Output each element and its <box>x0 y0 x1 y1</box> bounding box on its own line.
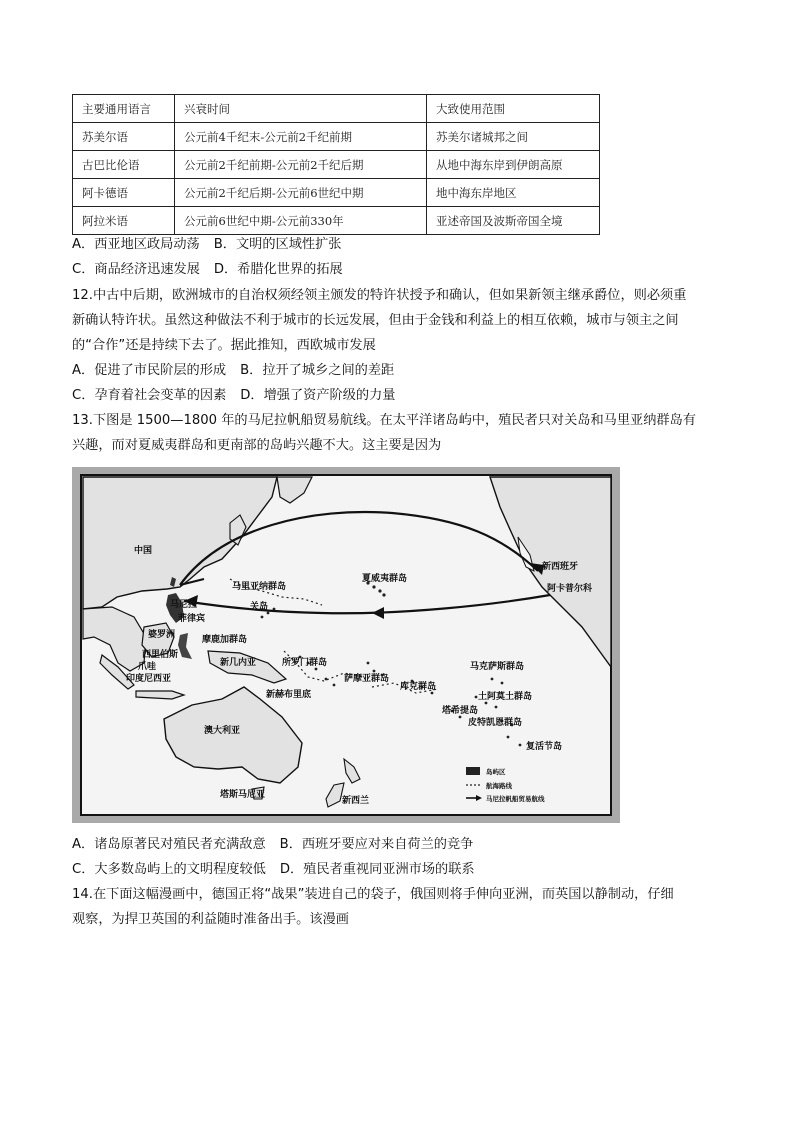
q11-option-d[interactable]: D．希腊化世界的拓展 <box>213 262 343 277</box>
map-label-philippines: 菲律宾 <box>178 614 206 624</box>
q12-option-c[interactable]: C．孕育着社会变革的因素 <box>72 388 227 403</box>
map-label-easter: 复活节岛 <box>526 742 563 752</box>
legend-item-3: 马尼拉帆船贸易航线 <box>486 795 545 803</box>
q12-stem-line: 12.中古中后期，欧洲城市的自治权须经领主颁发的特许状授予和确认，但如果新领主继承爵位，则必须重 <box>72 288 687 303</box>
q11-option-b[interactable]: B．文明的区域性扩张 <box>213 237 342 252</box>
q14-stem-line: 观察，为捍卫英国的利益随时准备出手。该漫画 <box>72 912 349 927</box>
map-label-indonesia: 印度尼西亚 <box>126 674 172 684</box>
q13-option-c[interactable]: C．大多数岛屿上的文明程度较低 <box>72 862 266 877</box>
table-cell: 公元前6世纪中期-公元前330年 <box>175 207 427 235</box>
map-label-java: 爪哇 <box>138 662 157 672</box>
map-label-new-spain: 新西班牙 <box>542 562 579 572</box>
map-label-guam: 关岛 <box>250 602 269 612</box>
q13-stem-line: 兴趣，而对夏威夷群岛和更南部的岛屿兴趣不大。这主要是因为 <box>72 438 442 453</box>
q13-option-a[interactable]: A．诸岛原著民对殖民者充满敌意 <box>72 837 266 852</box>
q13-options-ab <box>72 834 473 856</box>
table-row <box>73 123 600 151</box>
table-cell: 古巴比伦语 <box>73 151 175 179</box>
legend-item-2: 航海路线 <box>486 782 512 790</box>
q11-option-c[interactable]: C．商品经济迅速发展 <box>72 262 200 277</box>
q12-options-ab <box>72 360 394 382</box>
table-cell: 苏美尔诸城邦之间 <box>427 123 600 151</box>
table-cell: 从地中海东岸到伊朗高原 <box>427 151 600 179</box>
q13-option-d[interactable]: D．殖民者重视同亚洲市场的联系 <box>279 862 475 877</box>
table-header-cell: 兴衰时间 <box>175 95 427 123</box>
map-label-society: 塔希提岛 <box>442 706 479 716</box>
map-label-tonga: 库克群岛 <box>400 682 437 692</box>
table-cell: 公元前2千纪前期-公元前2千纪后期 <box>175 151 427 179</box>
table-header-cell: 主要通用语言 <box>73 95 175 123</box>
q13-options-cd <box>72 859 475 881</box>
q11-options-ab <box>72 234 341 256</box>
map-label-new-zealand: 新西兰 <box>342 796 370 806</box>
map-label-new-guinea: 新几内亚 <box>220 658 257 668</box>
legend-item-1: 岛屿区 <box>486 768 506 776</box>
table-row <box>73 179 600 207</box>
q12-stem-line: 新确认特许状。虽然这种做法不利于城市的长远发展，但由于金钱和利益上的相互依赖，城市与领主之间 <box>72 313 679 328</box>
map-label-manila: 马尼拉 <box>170 600 198 610</box>
map-label-marquesas: 马克萨斯群岛 <box>470 662 525 672</box>
map-label-mariana: 马里亚纳群岛 <box>232 582 287 592</box>
table-cell: 地中海东岸地区 <box>427 179 600 207</box>
table-row <box>73 151 600 179</box>
language-table <box>72 94 600 235</box>
q12-option-d[interactable]: D．增强了资产阶级的力量 <box>240 388 396 403</box>
table-header-row <box>73 95 600 123</box>
q14-stem-line: 14.在下面这幅漫画中，德国正将“战果”装进自己的袋子，俄国则将手伸向亚洲，而英国以静制动，仔细 <box>72 887 674 902</box>
q12-option-a[interactable]: A．促进了市民阶层的形成 <box>72 363 227 378</box>
map-label-tasmania: 塔斯马尼亚 <box>220 790 266 800</box>
table-cell: 苏美尔语 <box>73 123 175 151</box>
map-label-new-hebrides: 新赫布里底 <box>266 690 312 700</box>
table-header-cell: 大致使用范围 <box>427 95 600 123</box>
q12-stem-line: 的“合作”还是持续下去了。据此推知，西欧城市发展 <box>72 338 376 353</box>
table-row <box>73 207 600 235</box>
map-label-borneo: 婆罗洲 <box>148 630 176 640</box>
manila-galleon-map <box>72 467 620 823</box>
q11-option-a[interactable]: A．西亚地区政局动荡 <box>72 237 200 252</box>
table-cell: 阿拉米语 <box>73 207 175 235</box>
map-label-australia: 澳大利亚 <box>204 726 241 736</box>
map-label-china: 中国 <box>134 546 153 556</box>
q13-option-b[interactable]: B．西班牙要应对来自荷兰的竞争 <box>279 837 474 852</box>
map-label-acapulco: 阿卡普尔科 <box>547 584 593 594</box>
table-cell: 亚述帝国及波斯帝国全境 <box>427 207 600 235</box>
table-cell: 阿卡德语 <box>73 179 175 207</box>
map-label-celebes: 西里伯斯 <box>142 650 179 660</box>
q12-options-cd <box>72 385 396 407</box>
map-label-samoa: 萨摩亚群岛 <box>344 674 390 684</box>
q11-options-cd <box>72 259 343 281</box>
map-label-tuamotu: 土阿莫土群岛 <box>478 692 533 702</box>
map-label-cook: 皮特凯恩群岛 <box>468 718 523 728</box>
q12-option-b[interactable]: B．拉开了城乡之间的差距 <box>240 363 395 378</box>
map-label-hawaii: 夏威夷群岛 <box>362 574 408 584</box>
map-label-solomon: 所罗门群岛 <box>282 658 328 668</box>
map-label-moluccas: 摩鹿加群岛 <box>202 635 248 645</box>
table-cell: 公元前2千纪后期-公元前6世纪中期 <box>175 179 427 207</box>
table-cell: 公元前4千纪末-公元前2千纪前期 <box>175 123 427 151</box>
q13-stem-line: 13.下图是 1500—1800 年的马尼拉帆船贸易航线。在太平洋诸岛屿中，殖民者只对关岛和马里亚纳群岛有 <box>72 413 696 428</box>
